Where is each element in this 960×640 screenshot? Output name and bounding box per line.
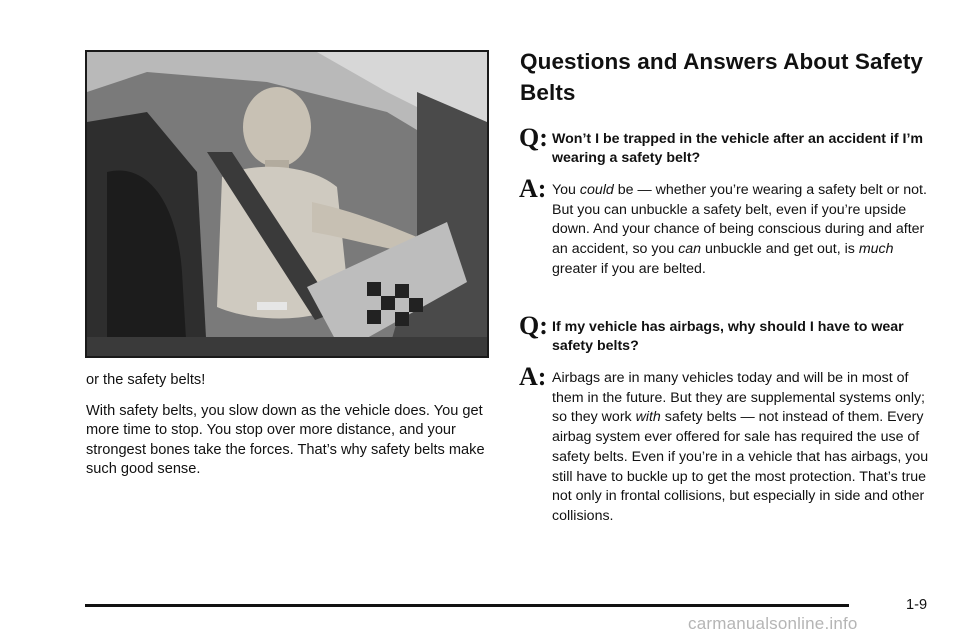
answer-text (552, 181, 939, 280)
watermark: carmanualsonline.info (688, 614, 858, 633)
question-1 (519, 123, 939, 168)
answer-emphasis: could (579, 182, 614, 198)
answer-text-part: Airbags are in many vehicles today and will be in most of them in the future. But they are supplemental systems only; so they work (552, 370, 926, 426)
question-2 (519, 311, 939, 356)
answer-text-part: You (552, 182, 580, 198)
answer-text-part: unbuckle and get out, is (701, 241, 859, 258)
footer-rule (85, 604, 849, 607)
answer-text-part: be — whether you’re wearing a safety belt or not. But you can unbuckle a safety belt, even if you’re upside down. And your chance of being conscious during and after an accident, so you (552, 182, 927, 258)
page-number: 1-9 (906, 597, 928, 613)
question-text: If my vehicle has airbags, why should I have to wear safety belts? (552, 319, 904, 354)
question-marker: Q: (519, 311, 548, 340)
section-heading: Questions and Answers About Safety Belts (520, 49, 924, 105)
answer-text-part: safety belts — not instead of them. Every airbag system ever offered for sale has required the use of safety belts. Even if you’re in a vehicle that has airbags, you still have to buckle up to get the most protection. That’s true not only in frontal collisions, but especially in side and other collisions. (552, 409, 929, 524)
question-text: Won’t I be trapped in the vehicle after an accident if I’m wearing a safety belt? (552, 131, 924, 166)
answer-emphasis: with (635, 409, 661, 426)
answer-marker: A: (519, 174, 547, 203)
answer-2 (519, 362, 939, 527)
answer-text (552, 369, 939, 527)
answer-text-part: greater if you are belted. (552, 260, 706, 277)
left-column-text (86, 371, 496, 491)
paragraph-intro: or the safety belts! (86, 372, 206, 388)
answer-marker: A: (519, 362, 547, 391)
crash-test-dummy-illustration (87, 52, 487, 356)
question-marker: Q: (519, 123, 548, 152)
answer-emphasis: much (858, 241, 894, 258)
answer-emphasis: can (678, 241, 702, 258)
crash-test-photo (85, 50, 489, 358)
paragraph-safety-belts: With safety belts, you slow down as the vehicle does. You get more time to stop. You stop over more distance, and your strongest bones take the forces. That’s why safety belts make such good sense. (86, 402, 485, 477)
answer-1 (519, 174, 939, 280)
